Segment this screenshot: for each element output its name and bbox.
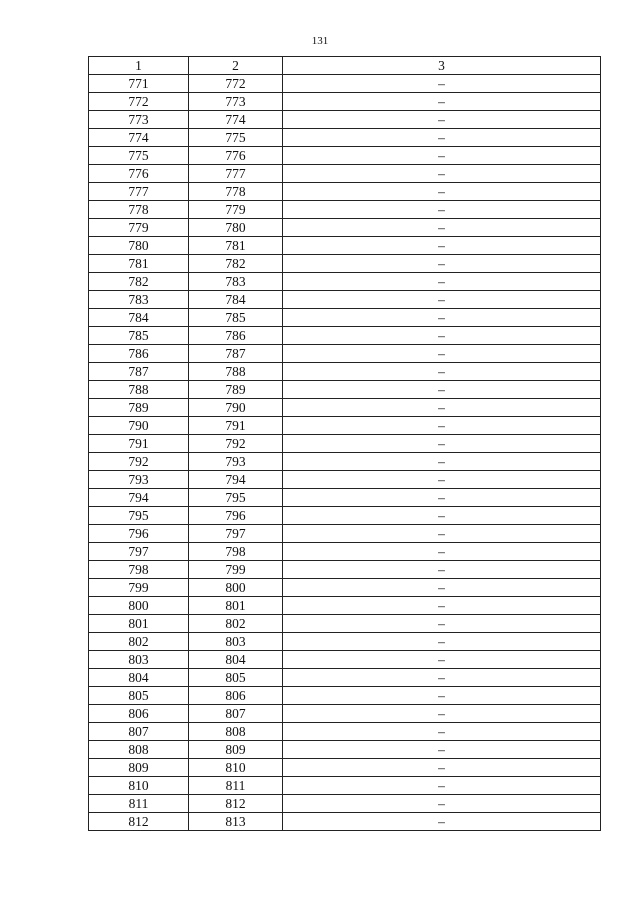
table-cell-col-1: 787 bbox=[89, 363, 189, 381]
table-row bbox=[89, 111, 601, 129]
table-cell-col-1: 779 bbox=[89, 219, 189, 237]
table-cell-col-2: 780 bbox=[189, 219, 283, 237]
table-cell-col-1: 810 bbox=[89, 777, 189, 795]
header-col-1: 1 bbox=[89, 57, 189, 75]
table-cell-col-1: 807 bbox=[89, 723, 189, 741]
table-cell-col-2: 803 bbox=[189, 633, 283, 651]
table-cell-col-2: 801 bbox=[189, 597, 283, 615]
table-cell-col-3: – bbox=[283, 435, 601, 453]
table-row bbox=[89, 741, 601, 759]
table-cell-col-3: – bbox=[283, 597, 601, 615]
table-cell-col-2: 787 bbox=[189, 345, 283, 363]
table-cell-col-1: 808 bbox=[89, 741, 189, 759]
table-body bbox=[89, 75, 601, 831]
table-cell-col-3: – bbox=[283, 381, 601, 399]
table-cell-col-1: 784 bbox=[89, 309, 189, 327]
table-row bbox=[89, 759, 601, 777]
table-cell-col-1: 776 bbox=[89, 165, 189, 183]
table-cell-col-2: 783 bbox=[189, 273, 283, 291]
table-cell-col-3: – bbox=[283, 615, 601, 633]
table-cell-col-2: 790 bbox=[189, 399, 283, 417]
table-cell-col-3: – bbox=[283, 471, 601, 489]
table-cell-col-2: 794 bbox=[189, 471, 283, 489]
table-row bbox=[89, 795, 601, 813]
table-cell-col-3: – bbox=[283, 633, 601, 651]
table-row bbox=[89, 273, 601, 291]
table-cell-col-1: 803 bbox=[89, 651, 189, 669]
table-cell-col-2: 798 bbox=[189, 543, 283, 561]
table-cell-col-2: 784 bbox=[189, 291, 283, 309]
page-number: 131 bbox=[311, 35, 329, 47]
data-table bbox=[88, 56, 601, 831]
table-row bbox=[89, 75, 601, 93]
table-row bbox=[89, 777, 601, 795]
header-col-3: 3 bbox=[283, 57, 601, 75]
table-cell-col-1: 802 bbox=[89, 633, 189, 651]
table-cell-col-3: – bbox=[283, 183, 601, 201]
table-cell-col-2: 777 bbox=[189, 165, 283, 183]
table-row bbox=[89, 543, 601, 561]
table-row bbox=[89, 723, 601, 741]
table-cell-col-2: 782 bbox=[189, 255, 283, 273]
table-cell-col-1: 783 bbox=[89, 291, 189, 309]
table-row bbox=[89, 489, 601, 507]
table-cell-col-3: – bbox=[283, 219, 601, 237]
table-cell-col-2: 807 bbox=[189, 705, 283, 723]
table-cell-col-2: 786 bbox=[189, 327, 283, 345]
table-cell-col-2: 805 bbox=[189, 669, 283, 687]
table-cell-col-1: 773 bbox=[89, 111, 189, 129]
table-cell-col-3: – bbox=[283, 399, 601, 417]
table-cell-col-1: 781 bbox=[89, 255, 189, 273]
table-row bbox=[89, 435, 601, 453]
table-cell-col-1: 796 bbox=[89, 525, 189, 543]
table-cell-col-2: 776 bbox=[189, 147, 283, 165]
table-cell-col-3: – bbox=[283, 75, 601, 93]
table-cell-col-1: 785 bbox=[89, 327, 189, 345]
table-cell-col-1: 774 bbox=[89, 129, 189, 147]
table-cell-col-3: – bbox=[283, 741, 601, 759]
table-cell-col-1: 775 bbox=[89, 147, 189, 165]
table-row bbox=[89, 651, 601, 669]
table-cell-col-1: 782 bbox=[89, 273, 189, 291]
table-cell-col-2: 793 bbox=[189, 453, 283, 471]
table-cell-col-1: 772 bbox=[89, 93, 189, 111]
table-row bbox=[89, 633, 601, 651]
table-cell-col-3: – bbox=[283, 273, 601, 291]
table-row bbox=[89, 165, 601, 183]
table-cell-col-3: – bbox=[283, 237, 601, 255]
table-header bbox=[89, 57, 601, 75]
table-cell-col-3: – bbox=[283, 525, 601, 543]
table-row bbox=[89, 291, 601, 309]
table-row bbox=[89, 381, 601, 399]
table-cell-col-2: 809 bbox=[189, 741, 283, 759]
table-row bbox=[89, 525, 601, 543]
table-cell-col-3: – bbox=[283, 651, 601, 669]
table-cell-col-3: – bbox=[283, 255, 601, 273]
table-cell-col-1: 771 bbox=[89, 75, 189, 93]
table-cell-col-2: 796 bbox=[189, 507, 283, 525]
table-cell-col-2: 781 bbox=[189, 237, 283, 255]
table-cell-col-1: 812 bbox=[89, 813, 189, 831]
table-cell-col-1: 794 bbox=[89, 489, 189, 507]
table-cell-col-2: 773 bbox=[189, 93, 283, 111]
table-cell-col-3: – bbox=[283, 417, 601, 435]
table-cell-col-1: 809 bbox=[89, 759, 189, 777]
table-cell-col-3: – bbox=[283, 201, 601, 219]
table-cell-col-3: – bbox=[283, 759, 601, 777]
table-row bbox=[89, 705, 601, 723]
table-cell-col-3: – bbox=[283, 453, 601, 471]
table-cell-col-1: 790 bbox=[89, 417, 189, 435]
table-cell-col-3: – bbox=[283, 579, 601, 597]
table-row bbox=[89, 129, 601, 147]
table-cell-col-2: 788 bbox=[189, 363, 283, 381]
table-cell-col-1: 792 bbox=[89, 453, 189, 471]
table-cell-col-3: – bbox=[283, 669, 601, 687]
table-cell-col-3: – bbox=[283, 165, 601, 183]
table-cell-col-1: 806 bbox=[89, 705, 189, 723]
table-cell-col-3: – bbox=[283, 705, 601, 723]
table-row bbox=[89, 219, 601, 237]
table-cell-col-3: – bbox=[283, 363, 601, 381]
table-row bbox=[89, 597, 601, 615]
table-cell-col-1: 805 bbox=[89, 687, 189, 705]
table-row bbox=[89, 561, 601, 579]
table-cell-col-2: 800 bbox=[189, 579, 283, 597]
table-cell-col-1: 799 bbox=[89, 579, 189, 597]
table-cell-col-1: 788 bbox=[89, 381, 189, 399]
table-cell-col-1: 786 bbox=[89, 345, 189, 363]
table-cell-col-3: – bbox=[283, 309, 601, 327]
table-cell-col-1: 795 bbox=[89, 507, 189, 525]
header-row bbox=[89, 57, 601, 75]
table-row bbox=[89, 579, 601, 597]
table-row bbox=[89, 813, 601, 831]
table-cell-col-1: 778 bbox=[89, 201, 189, 219]
table-row bbox=[89, 147, 601, 165]
table-row bbox=[89, 309, 601, 327]
table-cell-col-1: 791 bbox=[89, 435, 189, 453]
table-cell-col-3: – bbox=[283, 723, 601, 741]
table-cell-col-3: – bbox=[283, 687, 601, 705]
table-cell-col-3: – bbox=[283, 777, 601, 795]
table-cell-col-2: 799 bbox=[189, 561, 283, 579]
table-cell-col-1: 789 bbox=[89, 399, 189, 417]
table-row bbox=[89, 417, 601, 435]
table-cell-col-1: 801 bbox=[89, 615, 189, 633]
table-cell-col-3: – bbox=[283, 147, 601, 165]
table-cell-col-3: – bbox=[283, 327, 601, 345]
table-cell-col-2: 811 bbox=[189, 777, 283, 795]
table-cell-col-3: – bbox=[283, 129, 601, 147]
table-cell-col-3: – bbox=[283, 813, 601, 831]
table-cell-col-2: 806 bbox=[189, 687, 283, 705]
table-cell-col-3: – bbox=[283, 489, 601, 507]
table-row bbox=[89, 183, 601, 201]
table-cell-col-3: – bbox=[283, 111, 601, 129]
table-cell-col-2: 813 bbox=[189, 813, 283, 831]
table-row bbox=[89, 93, 601, 111]
table-cell-col-2: 789 bbox=[189, 381, 283, 399]
table-row bbox=[89, 201, 601, 219]
table-cell-col-3: – bbox=[283, 93, 601, 111]
table-cell-col-2: 792 bbox=[189, 435, 283, 453]
table-cell-col-1: 793 bbox=[89, 471, 189, 489]
table-cell-col-1: 811 bbox=[89, 795, 189, 813]
table-cell-col-2: 795 bbox=[189, 489, 283, 507]
table-row bbox=[89, 615, 601, 633]
table-row bbox=[89, 471, 601, 489]
table-row bbox=[89, 255, 601, 273]
table-cell-col-1: 797 bbox=[89, 543, 189, 561]
table-cell-col-2: 772 bbox=[189, 75, 283, 93]
table-cell-col-1: 798 bbox=[89, 561, 189, 579]
table-cell-col-2: 797 bbox=[189, 525, 283, 543]
table-cell-col-3: – bbox=[283, 795, 601, 813]
table-row bbox=[89, 399, 601, 417]
table-cell-col-3: – bbox=[283, 543, 601, 561]
table-row bbox=[89, 237, 601, 255]
table-cell-col-2: 808 bbox=[189, 723, 283, 741]
table-cell-col-3: – bbox=[283, 561, 601, 579]
table-row bbox=[89, 507, 601, 525]
table-cell-col-3: – bbox=[283, 291, 601, 309]
table-row bbox=[89, 453, 601, 471]
table-cell-col-2: 812 bbox=[189, 795, 283, 813]
table-cell-col-2: 774 bbox=[189, 111, 283, 129]
table-row bbox=[89, 363, 601, 381]
table-row bbox=[89, 327, 601, 345]
table-cell-col-2: 778 bbox=[189, 183, 283, 201]
table-cell-col-2: 791 bbox=[189, 417, 283, 435]
table-row bbox=[89, 687, 601, 705]
table-cell-col-3: – bbox=[283, 345, 601, 363]
table-cell-col-1: 800 bbox=[89, 597, 189, 615]
table-cell-col-1: 777 bbox=[89, 183, 189, 201]
table-cell-col-2: 810 bbox=[189, 759, 283, 777]
table-cell-col-2: 785 bbox=[189, 309, 283, 327]
table-cell-col-1: 780 bbox=[89, 237, 189, 255]
table-cell-col-2: 804 bbox=[189, 651, 283, 669]
table-cell-col-2: 775 bbox=[189, 129, 283, 147]
table-cell-col-2: 779 bbox=[189, 201, 283, 219]
table-cell-col-2: 802 bbox=[189, 615, 283, 633]
table-row bbox=[89, 669, 601, 687]
table-cell-col-3: – bbox=[283, 507, 601, 525]
table-cell-col-1: 804 bbox=[89, 669, 189, 687]
header-col-2: 2 bbox=[189, 57, 283, 75]
table-row bbox=[89, 345, 601, 363]
